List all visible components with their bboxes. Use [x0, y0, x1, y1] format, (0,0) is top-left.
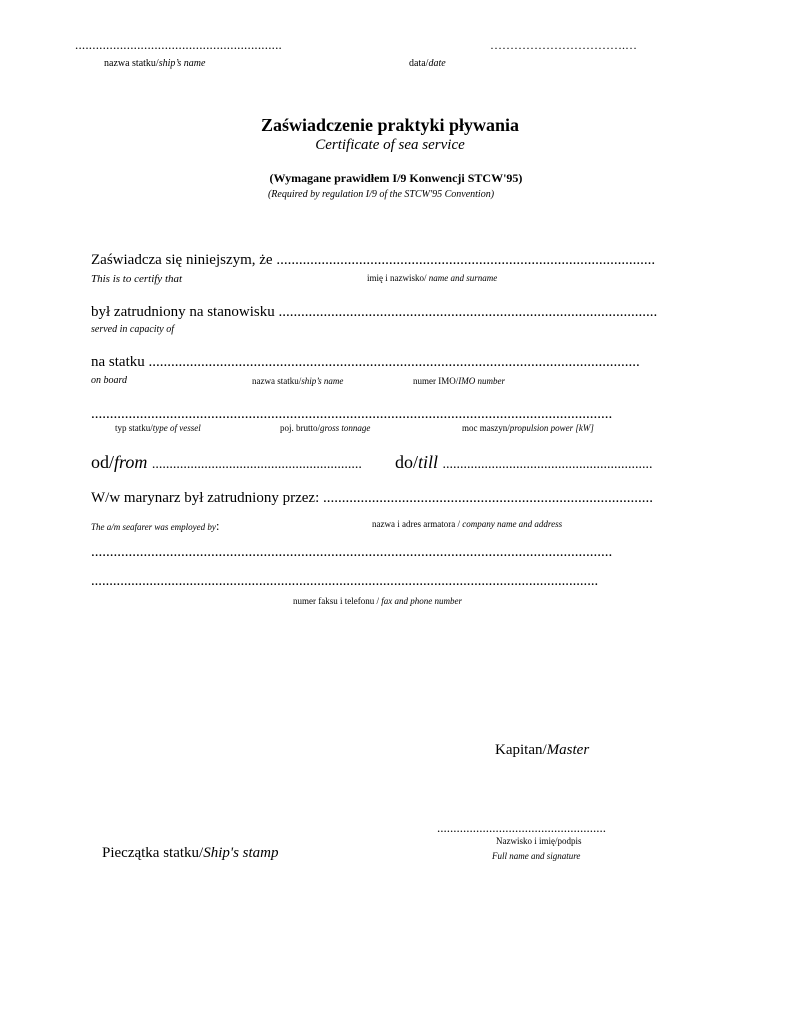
vessel-input[interactable]: ........................................................................................................................................... — [91, 406, 613, 422]
name-hint: imię i nazwisko/ name and surname — [367, 273, 498, 283]
ship-name-hint: nazwa statku/ship’s name — [252, 376, 344, 386]
capacity-input[interactable]: ..................................................................................................... — [278, 304, 658, 320]
type-hint: typ statku/type of vessel — [115, 423, 201, 433]
date-dots[interactable]: …………………………….… — [490, 38, 637, 52]
ship-name-label: nazwa statku/ship’s name — [104, 58, 206, 69]
imo-hint: numer IMO/IMO number — [413, 376, 505, 386]
from-field: od/from ............................................................ — [91, 452, 362, 472]
onboard-input[interactable]: ................................................................................................................................... — [148, 354, 640, 370]
address-line-1[interactable]: ........................................................................................................................................... — [91, 544, 613, 560]
certify-en: This is to certify that — [91, 273, 183, 285]
title-en: Certificate of sea service — [315, 137, 465, 153]
title-pl: Zaświadczenie praktyki pływania — [260, 115, 520, 135]
till-field: do/till ............................................................ — [395, 452, 653, 472]
till-input[interactable]: ............................................................ — [442, 457, 653, 472]
signature-label-en: Full name and signature — [492, 851, 581, 861]
address-line-2[interactable]: ........................................................................................................................................... — [91, 573, 599, 589]
stamp-label: Pieczątka statku/Ship's stamp — [102, 845, 279, 861]
power-hint: moc maszyn/propulsion power [kW] — [462, 423, 594, 433]
date-label: data/date — [409, 58, 446, 69]
master-label: Kapitan/Master — [495, 742, 590, 758]
onboard-en: on board — [91, 375, 128, 386]
signature-label-pl: Nazwisko i imię/podpis — [496, 836, 582, 846]
onboard-label: na statku ................................................................................................................................... — [91, 354, 640, 370]
fax-hint: numer faksu i telefonu / fax and phone number — [293, 596, 462, 606]
certify-label: Zaświadcza się niniejszym, że ..................................................................................................... — [91, 252, 656, 268]
capacity-label: był zatrudniony na stanowisku ..................................................................................................... — [91, 304, 658, 320]
gt-hint: poj. brutto/gross tonnage — [280, 423, 371, 433]
employed-en: The a/m seafarer was employed by: — [91, 518, 220, 533]
from-input[interactable]: ............................................................ — [151, 457, 362, 472]
regulation-pl: (Wymagane prawidłem I/9 Konwencji STCW'95) — [269, 171, 523, 185]
regulation-en: (Required by regulation I/9 of the STCW'95 Convention) — [267, 189, 495, 200]
employed-label: W/w marynarz był zatrudniony przez: ........................................................................................ — [91, 490, 653, 506]
employed-input[interactable]: ........................................................................................ — [323, 490, 653, 506]
ship-name-dots[interactable]: ............................................................ — [75, 37, 282, 52]
capacity-en: served in capacity of — [91, 324, 175, 335]
certify-input[interactable]: ..................................................................................................... — [276, 252, 656, 268]
company-hint: nazwa i adres armatora / company name and address — [372, 519, 563, 529]
signature-input[interactable]: .................................................... — [437, 820, 606, 835]
